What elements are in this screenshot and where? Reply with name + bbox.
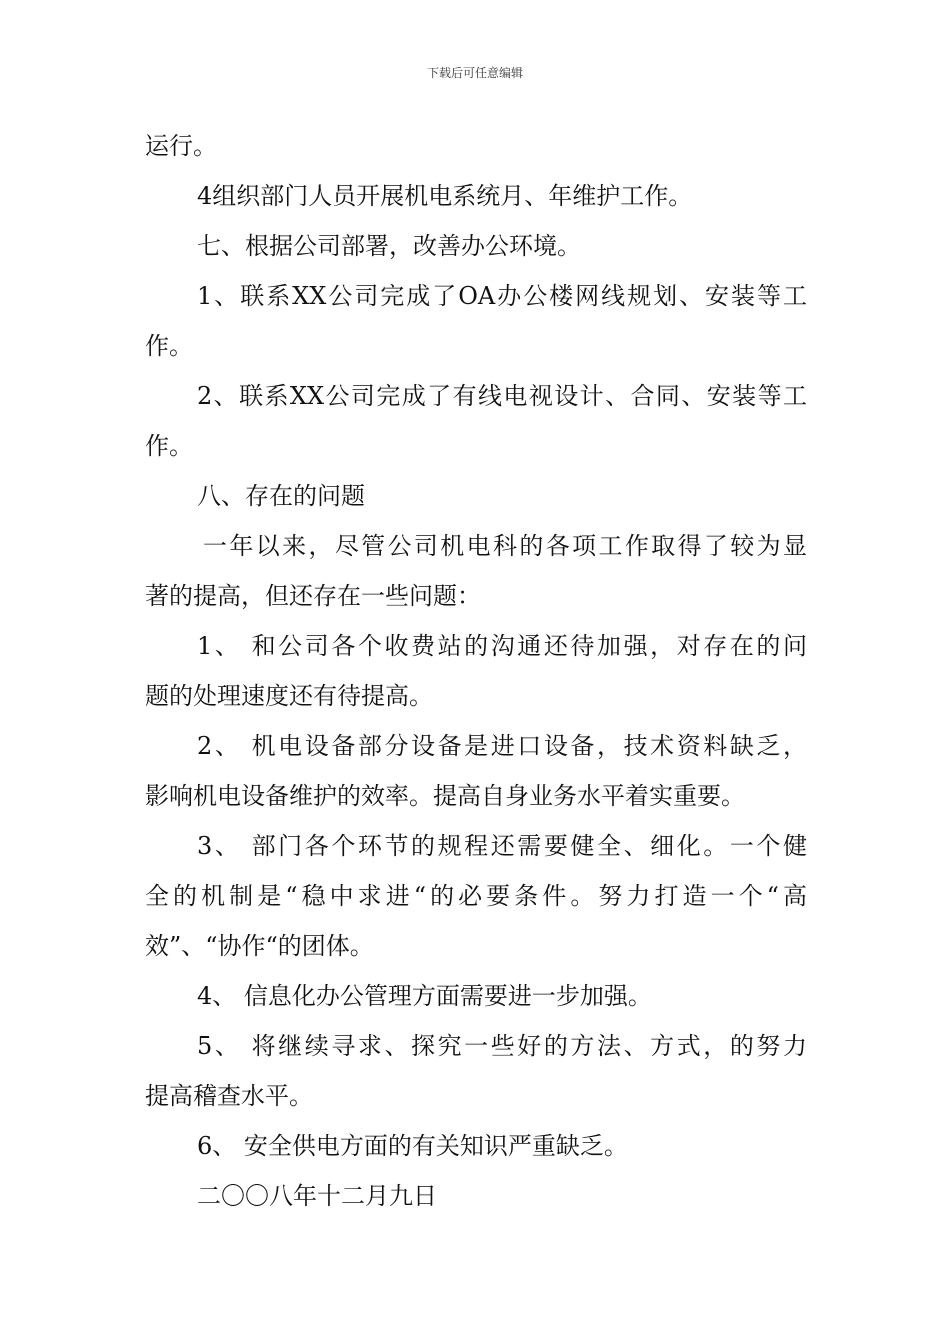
text-line: 2、 机电设备部分设备是进口设备，技术资料缺乏， bbox=[197, 732, 807, 760]
text-line: 1、 和公司各个收费站的沟通还待加强，对存在的问 bbox=[197, 632, 807, 660]
text-line: 一年以来，尽管公司机电科的各项工作取得了较为显 bbox=[203, 532, 807, 560]
section-heading: 八、存在的问题 bbox=[197, 482, 365, 510]
text-line: 4、 信息化办公管理方面需要进一步加强。 bbox=[197, 982, 652, 1010]
text-line: 效”、“协作“的团体。 bbox=[145, 932, 374, 960]
text-line: 全的机制是“稳中求进“的必要条件。努力打造一个“高 bbox=[145, 882, 807, 910]
text-line: 5、 将继续寻求、探究一些好的方法、方式，的努力 bbox=[197, 1032, 807, 1060]
text-line: 1、联系XX公司完成了OA办公楼网线规划、安装等工 bbox=[197, 282, 807, 310]
text-line: 提高稽查水平。 bbox=[145, 1082, 313, 1110]
text-line: 6、 安全供电方面的有关知识严重缺乏。 bbox=[197, 1132, 628, 1160]
text-line: 作。 bbox=[145, 332, 193, 360]
text-line: 影响机电设备维护的效率。提高自身业务水平着实重要。 bbox=[145, 782, 745, 810]
document-date: 二〇〇八年十二月九日 bbox=[197, 1182, 437, 1210]
section-heading: 七、根据公司部署，改善办公环境。 bbox=[197, 232, 581, 260]
page-header-note: 下载后可任意编辑 bbox=[426, 66, 523, 80]
text-line: 2、联系XX公司完成了有线电视设计、合同、安装等工 bbox=[197, 382, 807, 410]
text-line: 题的处理速度还有待提高。 bbox=[145, 682, 433, 710]
text-line: 著的提高，但还存在一些问题： bbox=[145, 582, 481, 610]
text-line: 作。 bbox=[145, 432, 193, 460]
text-line: 4组织部门人员开展机电系统月、年维护工作。 bbox=[197, 182, 693, 210]
text-line: 运行。 bbox=[145, 132, 217, 160]
text-line: 3、 部门各个环节的规程还需要健全、细化。一个健 bbox=[197, 832, 807, 860]
